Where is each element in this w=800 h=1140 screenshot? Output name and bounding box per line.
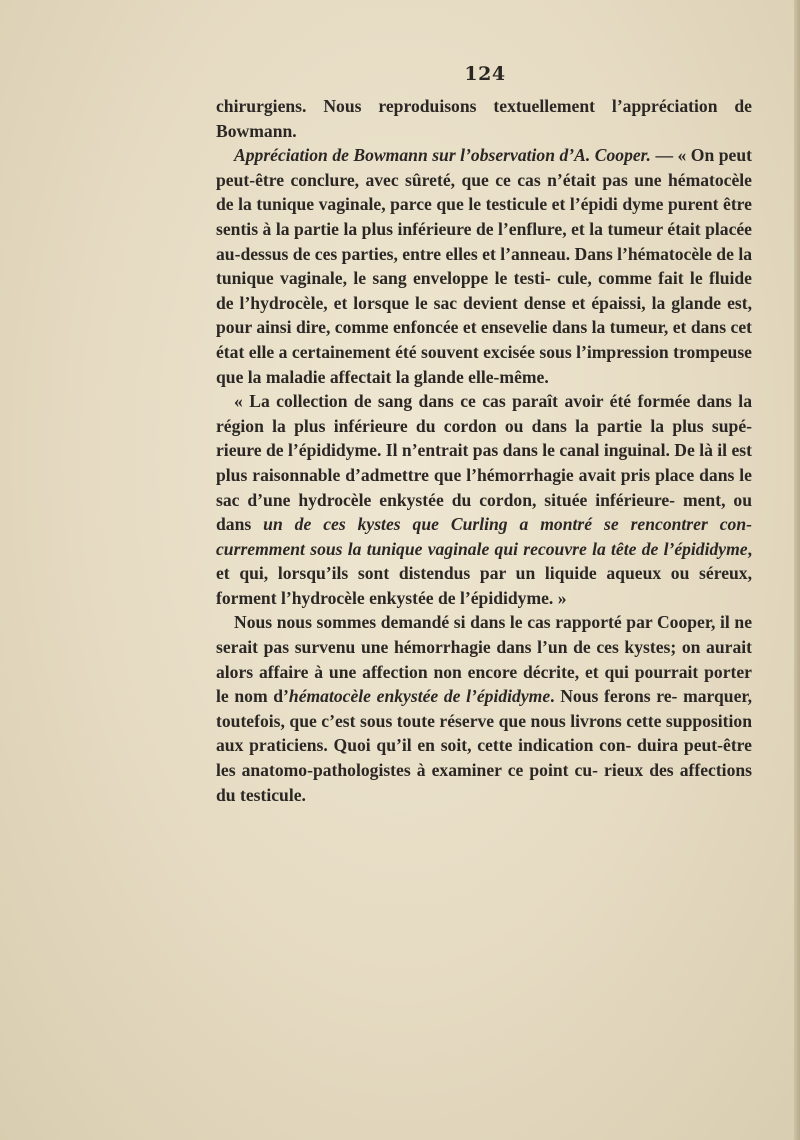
paragraph-4-end: . Nous ferons re- marquer, toutefois, que c’est sous toute réserve que nous livrons cette supposition aux praticiens. Quoi qu’il en soit, cette indication con- duira peut-être les anatomo-pathologistes à examiner ce point cu- rieux des affections du testicule. (216, 686, 752, 805)
paragraph-4-italic: hématocèle enkystée de l’épididyme (288, 686, 551, 707)
page-number: 124 (464, 63, 506, 85)
paragraph-2-body: — « On peut peut-être conclure, avec sûreté, que ce cas n’était pas une hématocèle de la tunique vaginale, parce que le testicule et l’épidi dyme purent être sentis à la partie la plus inférieure de l’enflure, et la tumeur était placée au-dessus de ces parties, entre elles et l’anneau. Dans l’hématocèle de la tunique vaginale, le sang enveloppe le testi- cule, comme fait le fluide de l’hydrocèle, et lorsque le sac devient dense et épaissi, la glande est, pour ainsi dire, comme enfoncée et ensevelie dans la tumeur, et dans cet état elle a certainement été souvent excisée sous l’impression trompeuse que la maladie affectait la glande elle-même. (216, 145, 752, 387)
paragraph-1: chirurgiens. Nous reproduisons textuellement l’appréciation de Bowmann. (216, 96, 752, 141)
page-edge (794, 0, 800, 1140)
paragraph-3-end: , et qui, lorsqu’ils sont distendus par un liquide aqueux ou séreux, forment l’hydrocèle enkystée de l’épididyme. » (216, 538, 752, 608)
paragraph-2-heading: Appréciation de Bowmann sur l’observation d’A. Cooper. (234, 145, 651, 166)
paragraph-4 (216, 610, 752, 807)
paragraph-2 (216, 143, 752, 389)
paragraph-4-start: Nous nous sommes demandé si dans le cas rapporté par Cooper, il ne serait pas survenu une hémorrhagie dans l’un de ces kystes; on aurait alors affaire à une affection non encore décrite, et qui pourrait porter le nom d’ (216, 612, 752, 707)
paragraph-3-italic: un de ces kystes que Curling a montré se rencontrer con- curremment sous la tunique vaginale qui recouvre la tête de l’épididyme (216, 514, 752, 559)
paragraph-3 (216, 389, 752, 610)
paragraph-3-start: « La collection de sang dans ce cas paraît avoir été formée dans la région la plus inférieure du cordon ou dans la partie la plus supé- rieure de l’épididyme. Il n’entrait pas dans le canal inguinal. De là il est plus raisonnable d’admettre que l’hémorrhagie avait pris place dans le sac d’une hydrocèle enkystée du cordon, située inférieure- ment, ou dans (216, 391, 752, 535)
body-text (216, 94, 752, 807)
